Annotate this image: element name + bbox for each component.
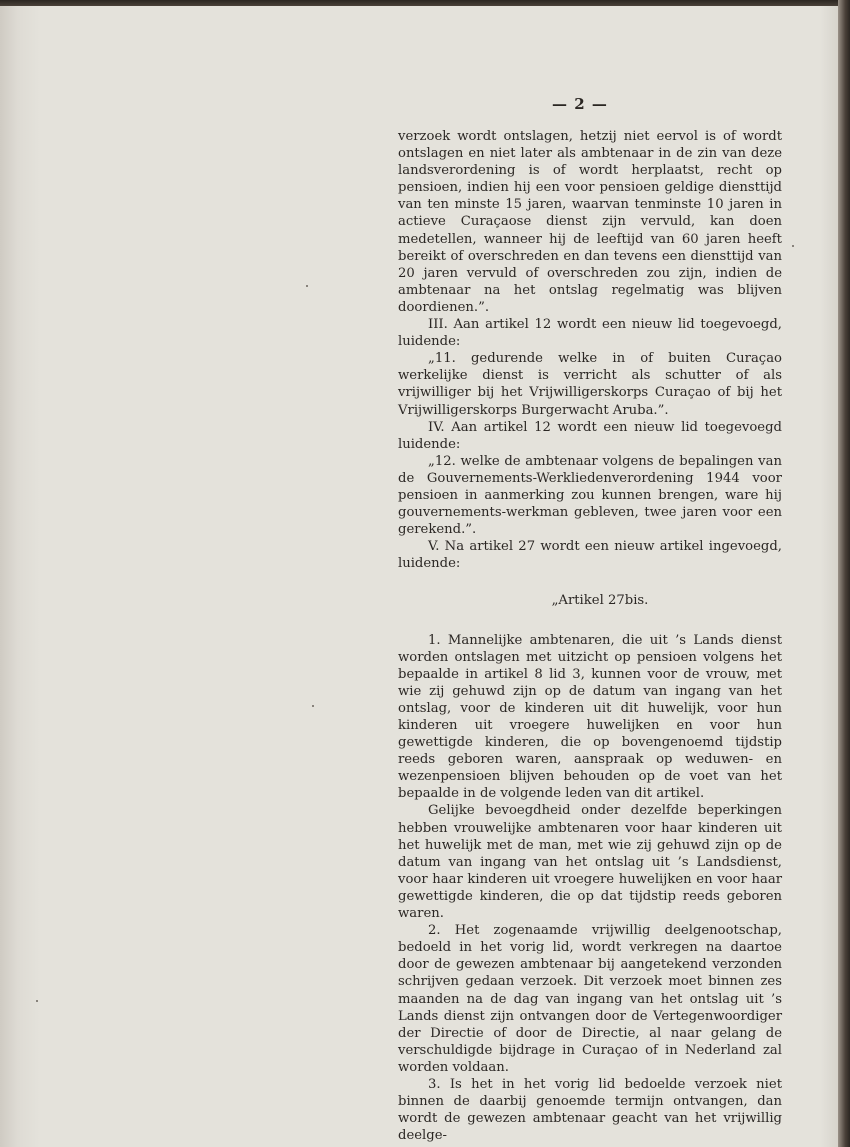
paragraph-lid-11: „11. gedurende welke in of buiten Curaçao werkelijke dienst is verricht als schutter of als vrijwilliger bij het Vrijwilligerskorps Curaçao of bij het Vrijwilligerskorps Burgerwacht Aruba.”. — [398, 351, 782, 418]
text-column — [398, 128, 782, 1144]
paper-speck — [792, 245, 794, 247]
paragraph-article-lid-2: 2. Het zogenaamde vrijwillig deelgenootschap, bedoeld in het vorig lid, wordt verkregen na daartoe door de gewezen ambtenaar bij aangetekend verzonden schrijven gedaan verzoek. Dit verzoek moet binnen zes maanden na de dag van ingang van het ontslag uit ’s Lands dienst zijn ontvangen door de Vertegenwoordiger der Directie of door de Directie, al naar gelang de verschuldigde bijdrage in Curaçao of in Nederland zal worden voldaan. — [398, 923, 782, 1075]
page-number: — 2 — — [552, 95, 608, 113]
paper-speck — [306, 285, 308, 287]
paragraph-article-lid-3: 3. Is het in het vorig lid bedoelde verzoek niet binnen de daarbij genoemde termijn ontvangen, dan wordt de gewezen ambtenaar geacht van het vrijwillig deelge- — [398, 1076, 782, 1144]
article-heading: „Artikel 27bis. — [551, 593, 649, 609]
paragraph-amendment-iii: III. Aan artikel 12 wordt een nieuw lid toegevoegd, luidende: — [398, 317, 782, 350]
scan-edge-top — [0, 0, 850, 6]
paragraph-article-lid-1b: Gelijke bevoegdheid onder dezelfde beperkingen hebben vrouwelijke ambtenaren voor haar kinderen uit het huwelijk met de man, met wie zij gehuwd zijn op de datum van ingang van het ontslag uit ’s Landsdienst, voor haar kinderen uit vroegere huwelijken en voor haar gewettigde kinderen, die op dat tijdstip reeds geboren waren. — [398, 803, 782, 922]
paragraph-lid-12: „12. welke de ambtenaar volgens de bepalingen van de Gouvernements-Werkliedenverordening 1944 voor pensioen in aanmerking zou kunnen brengen, ware hij gouvernements-werkman gebleven, twee jaren voor een gerekend.”. — [398, 453, 782, 538]
paper-speck — [312, 705, 314, 707]
paper-speck — [36, 1000, 38, 1002]
paragraph-amendment-v: V. Na artikel 27 wordt een nieuw artikel ingevoegd, luidende: — [398, 539, 782, 572]
paragraph-continuation: verzoek wordt ontslagen, hetzij niet eervol is of wordt ontslagen en niet later als ambtenaar in de zin van deze landsverordening is of wordt herplaatst, recht op pensioen, indien hij een voor pensioen geldige diensttijd van ten minste 15 jaren, waarvan tenminste 10 jaren in actieve Curaçaose dienst zijn vervuld, kan doen medetellen, wanneer hij de leeftijd van 60 jaren heeft bereikt of overschreden en dan tevens een diensttijd van 20 jaren vervuld of overschreden zou zijn, indien de ambtenaar na het ontslag regelmatig was blijven doordienen.”. — [398, 129, 782, 315]
paragraph-article-lid-1: 1. Mannelijke ambtenaren, die uit ’s Lands dienst worden ontslagen met uitzicht op pensioen volgens het bepaalde in artikel 8 lid 3, kunnen voor de vrouw, met wie zij gehuwd zijn op de datum van ingang van het ontslag, voor de kinderen uit dit huwelijk, voor hun kinderen uit vroegere huwelijken en voor hun gewettigde kinderen, die op bovengenoemd tijdstip reeds geboren waren, aanspraak op weduwen- en wezenpensioen blijven behouden op de voet van het bepaalde in de volgende leden van dit artikel. — [398, 632, 782, 802]
scan-edge-right — [838, 0, 850, 1147]
paragraph-amendment-iv: IV. Aan artikel 12 wordt een nieuw lid toegevoegd luidende: — [398, 419, 782, 452]
